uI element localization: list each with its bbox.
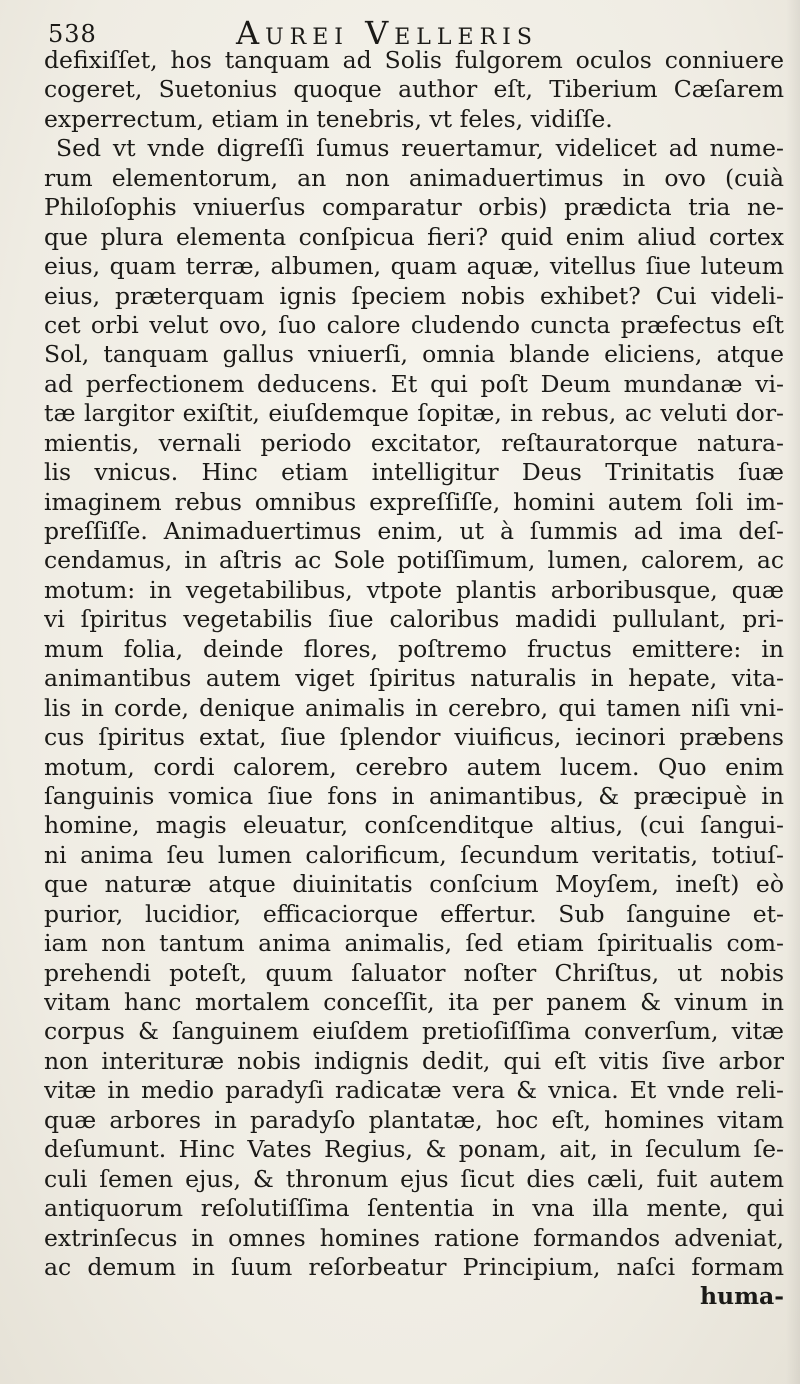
text-line: rum elementorum, an non animaduertimus in ovo (cuià — [44, 163, 784, 192]
page-edge-shadow — [786, 0, 800, 1384]
text-line: vi ſpiritus vegetabilis ſiue caloribus madidi pullulant, pri- — [44, 605, 784, 634]
text-line: purior, lucidior, efficaciorque effertur. Sub ſanguine et- — [44, 899, 784, 928]
text-line: Sed vt vnde digreſſi ſumus reuertamur, videlicet ad nume- — [56, 134, 784, 163]
text-line: non interituræ nobis indignis dedit, qui eſt vitis ſive arbor — [44, 1046, 784, 1075]
page-header — [48, 10, 784, 52]
text-line: eius, præterquam ignis ſpeciem nobis exhibet? Cui videli- — [44, 281, 784, 310]
text-line: preſſiſſe. Animaduertimus enim, ut à ſummis ad ima deſ- — [44, 517, 784, 545]
text-line: quæ arbores in paradyſo plantatæ, hoc eſt, homines vitam — [44, 1105, 784, 1134]
text-line: cet orbi velut ovo, ſuo calore cludendo cuncta præfectus eſt — [44, 310, 784, 339]
text-line: ni anima ſeu lumen calorificum, ſecundum veritatis, totiuſ- — [44, 840, 784, 869]
text-line: ſanguinis vomica ſiue fons in animantibus, & præcipuè in — [44, 781, 784, 810]
catchword: huma- — [699, 1282, 784, 1311]
text-line: mum folia, deinde flores, poſtremo fructus emittere: in — [44, 634, 784, 663]
text-line: animantibus autem viget ſpiritus naturalis in hepate, vita- — [44, 664, 784, 693]
text-line: motum: in vegetabilibus, vtpote plantis arboribusque, quæ — [44, 575, 784, 604]
text-line: prehendi poteſt, quum ſaluator noſter Chriſtus, ut nobis — [44, 958, 784, 987]
text-line: experrectum, etiam in tenebris, vt feles, vidiſſe. — [44, 104, 613, 133]
text-line: ac demum in ſuum reſorbeatur Principium, naſci formam — [44, 1252, 784, 1281]
text-line: deſumunt. Hinc Vates Regius, & ponam, ait, in ſeculum ſe- — [44, 1135, 784, 1164]
text-line: vitam hanc mortalem conceſſit, ita per panem & vinum in — [44, 988, 784, 1016]
text-line: cendamus, in aſtris ac Sole potiſſimum, lumen, calorem, ac — [44, 546, 784, 575]
body-text — [44, 46, 784, 1312]
text-line: que naturæ atque diuinitatis conſcium Moyſem, ineſt) eò — [44, 870, 784, 899]
text-line: corpus & ſanguinem eiuſdem pretioſiſſima converſum, vitæ — [44, 1017, 784, 1046]
text-line: lis vnicus. Hinc etiam intelligitur Deus Trinitatis ſuæ — [44, 458, 784, 487]
text-line: culi ſemen ejus, & thronum ejus ſicut dies cæli, fuit autem — [44, 1164, 784, 1193]
text-line: lis in corde, denique animalis in cerebro, qui tamen niſi vni- — [44, 693, 784, 722]
text-line: defixiſſet, hos tanquam ad Solis fulgorem oculos conniuere — [44, 46, 784, 74]
text-line: ad perfectionem deducens. Et qui poſt Deum mundanæ vi- — [44, 369, 784, 398]
page-number: 538 — [48, 20, 97, 48]
running-title: Aurei Velleris — [236, 14, 538, 52]
text-line: imaginem rebus omnibus expreſſiſſe, homini autem ſoli im- — [44, 487, 784, 516]
text-line: cus ſpiritus extat, ſiue ſplendor viuificus, iecinori præbens — [44, 723, 784, 752]
text-line: vitæ in medio paradyſi radicatæ vera & vnica. Et vnde reli- — [44, 1076, 784, 1105]
text-line: iam non tantum anima animalis, ſed etiam ſpiritualis com- — [44, 929, 784, 958]
text-line: eius, quam terræ, albumen, quam aquæ, vitellus ſiue luteum — [44, 252, 784, 281]
text-line: Philoſophis vniuerſus comparatur orbis) prædicta tria ne- — [44, 193, 784, 222]
text-line: extrinſecus in omnes homines ratione formandos adveniat, — [44, 1223, 784, 1252]
text-line: cogeret, Suetonius quoque author eſt, Tiberium Cæſarem — [44, 75, 784, 104]
text-line: homine, magis eleuatur, conſcenditque altius, (cui ſangui- — [44, 811, 784, 840]
text-line: mientis, vernali periodo excitator, reſtauratorque natura- — [44, 428, 784, 457]
text-line: tæ largitor exiſtit, eiuſdemque ſopitæ, in rebus, ac veluti dor- — [44, 399, 784, 428]
text-line: que plura elementa conſpicua fieri? quid enim aliud cortex — [44, 222, 784, 251]
text-line: Sol, tanquam gallus vniuerſi, omnia blande eliciens, atque — [44, 340, 784, 369]
text-line: antiquorum reſolutiſſima ſententia in vna illa mente, qui — [44, 1194, 784, 1223]
text-line: motum, cordi calorem, cerebro autem lucem. Quo enim — [44, 752, 784, 781]
